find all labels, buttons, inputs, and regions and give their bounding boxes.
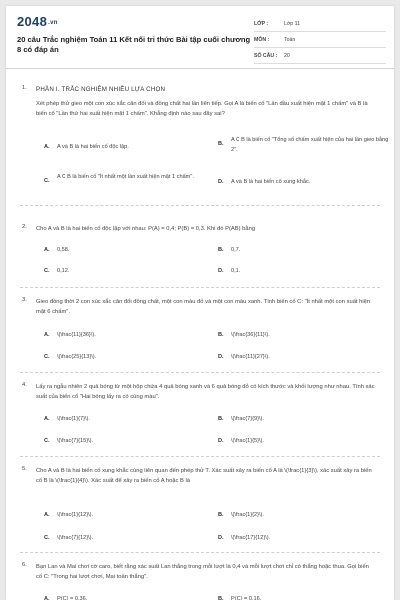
meta-key: LỚP :	[254, 20, 269, 27]
question-number: 2.	[22, 224, 27, 230]
page-header	[6, 6, 394, 69]
question-text: Cho A và B là hai biến cố xung khắc cùng liên quan đến phép thử T. Xác suất xảy ra biến cố A là \(\frac{1}{3}\), xác suất xảy ra biến cố B là \(\frac{1}{4}\). Xác suất để xảy ra biến cố A hoặc B là	[36, 468, 372, 484]
question-text: Cho A và B là hai biến cố độc lập với nhau: P(A) = 0,4; P(B) = 0,3. Khi đó P(AB) bằng	[36, 226, 256, 232]
meta-row-class	[254, 16, 386, 32]
question-number: 6.	[22, 562, 27, 568]
divider	[20, 456, 380, 457]
meta-value: Toán	[284, 36, 296, 43]
section-title: PHẦN I. TRẮC NGHIỆM NHIỀU LỰA CHỌN	[36, 86, 166, 93]
divider	[20, 205, 380, 206]
question-text: Bạn Lan và Mai chơi cờ caro, biết rằng xác suất Lan thắng trong mỗi lượt là 0,4 và mỗi lượt chơi chỉ có thắng hoặc thua. Gọi biến cố C: "Trong hai lượt chơi, Mai toàn thắng".	[36, 564, 369, 580]
document-page: 2048.vn 20 câu Trắc nghiệm Toán 11 Kết nối tri thức Bài tập cuối chương 8 có đáp án LỚP : Lớp 11 MÔN : Toán SỐ CÂU : 20 1. PHẦN I. TRẮC NGHIỆM NHIỀU LỰA CHỌN Xét phép thử gieo một con xúc xắc cân đối và đồng chất hai lần liên tiếp. Gọi A là biến cố "Lần đầu xuất hiện mặt 1 chấm" và B là biến cố "Lần thứ hai xuất hiện mặt 1 chấm". Khẳng định nào sau đây sai? A. A và B là hai biến cố độc lập. B. A ∁ B là biến cố "Tổng số chấm xuất hiện của hai lần gieo bằng 2". C. A ∁ B là biến cố "Ít nhất một lần xuất hiện mặt 1 chấm". D. A và B là hai biến cố xung khắc. 2. Cho A và B là hai biến cố độc lập với nhau: P(A) = 0,4; P(B) = 0,3. Khi đó P(AB) bằng A. 0,58. B. 0,7. C. 0,12. D. 0,1. 3. Gieo đồng thời 2 con xúc xắc cân đối đồng chất, một con màu đỏ và một con màu xanh. Tính biến cố C: "Ít nhất một con xuất hiện mặt 6 chấm". A. \(\frac{11}{36}\). B. \(\frac{36}{11}\). C. \(\frac{25}{13}\). D. \(\frac{11}{27}\). 4. Lấy ra ngẫu nhiên 2 quả bóng từ một hộp chứa 4 quả bóng xanh và 6 quả bóng đỏ có kích thước và khối lượng như nhau. Tính xác suất của biến cố "Hai bóng lấy ra có cùng màu". A. \(\frac{1}{7}\). B. \(\frac{7}{9}\). C. \(\frac{7}{15}\). D. \(\frac{1}{5}\). 5. Cho A và B là hai biến cố xung khắc cùng liên quan đến phép thử T. Xác suất xảy ra biến cố A là \(\frac{1}{3}\), xác suất xảy ra biến cố B là \(\frac{1}{4}\). Xác suất để xảy ra biến cố A hoặc B là A. \(\frac{1}{12}\). B. \(\frac{1}{2}\). C. \(\frac{7}{12}\). D. \(\frac{17}{12}\). 6. Bạn Lan và Mai chơi cờ caro, biết rằng xác suất Lan thắng trong mỗi lượt là 0,4 và mỗi lượt chơi chỉ có thắng hoặc thua. Gọi biến cố C: "Trong hai lượt chơi, Mai toàn thắng". A. P(C) = 0,36. B. P(C) = 0,16.	[6, 6, 394, 600]
meta-key: MÔN :	[254, 36, 270, 43]
question-text: Xét phép thử gieo một con xúc xắc cân đối và đồng chất hai lần liên tiếp. Gọi A là biến cố "Lần đầu xuất hiện mặt 1 chấm" và B là biến cố "Lần thứ hai xuất hiện mặt 1 chấm". Khẳng định nào sau đây sai?	[36, 101, 368, 117]
divider	[20, 287, 380, 288]
meta-table	[254, 16, 386, 64]
meta-value: 20	[284, 52, 290, 59]
site-logo[interactable]: 2048.vn	[17, 14, 58, 29]
meta-value: Lớp 11	[284, 20, 300, 27]
question-text: Lấy ra ngẫu nhiên 2 quả bóng từ một hộp chứa 4 quả bóng xanh và 6 quả bóng đỏ có kích thước và khối lượng như nhau. Tính xác suất của biến cố "Hai bóng lấy ra có cùng màu".	[36, 384, 375, 400]
document-title: 20 câu Trắc nghiệm Toán 11 Kết nối tri thức Bài tập cuối chương 8 có đáp án	[17, 35, 251, 54]
divider	[20, 372, 380, 373]
meta-key: SỐ CÂU :	[254, 52, 278, 59]
question-number: 1.	[22, 85, 27, 91]
question-number: 4.	[22, 382, 27, 388]
question-number: 3.	[22, 297, 27, 303]
divider	[20, 552, 380, 553]
meta-row-subject	[254, 32, 386, 48]
question-text: Gieo đồng thời 2 con xúc xắc cân đối đồng chất, một con màu đỏ và một con màu xanh. Tính biến cố C: "Ít nhất một con xuất hiện mặt 6 chấm".	[36, 299, 371, 315]
question-number: 5.	[22, 466, 27, 472]
meta-row-count	[254, 48, 386, 64]
